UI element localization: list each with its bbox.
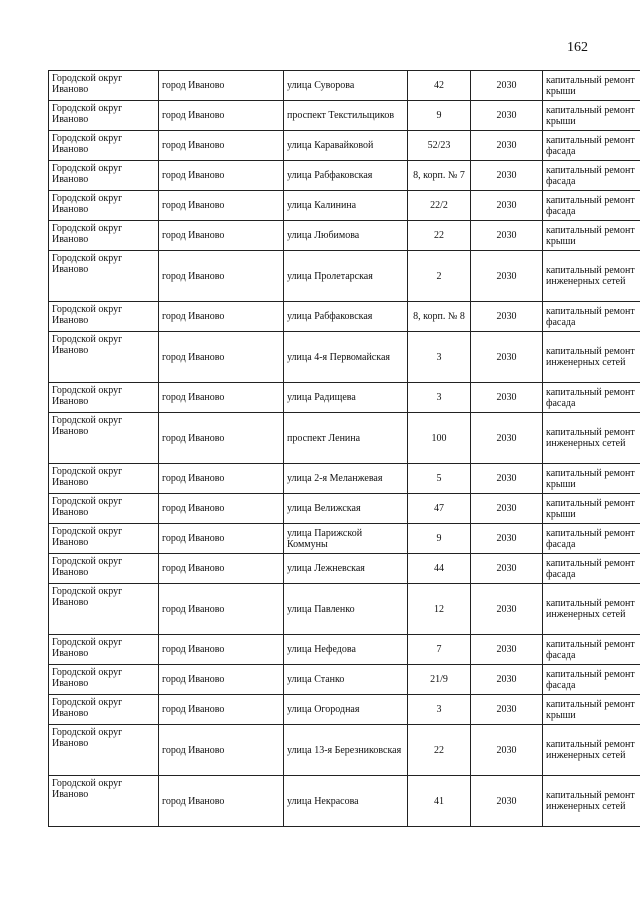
city-cell: город Иваново — [159, 221, 284, 251]
year-cell: 2030 — [471, 494, 543, 524]
year-cell: 2030 — [471, 464, 543, 494]
year-cell: 2030 — [471, 776, 543, 827]
work-type-cell: капитальный ремонт инженерных сетей — [543, 413, 640, 464]
year-cell: 2030 — [471, 191, 543, 221]
municipality-cell: Городской округ Иваново — [49, 101, 159, 131]
house-number-cell: 2 — [408, 251, 471, 302]
work-type-cell: капитальный ремонт фасада — [543, 383, 640, 413]
city-cell: город Иваново — [159, 776, 284, 827]
municipality-cell: Городской округ Иваново — [49, 221, 159, 251]
work-type-cell: капитальный ремонт инженерных сетей — [543, 776, 640, 827]
street-cell: улица Калинина — [284, 191, 408, 221]
work-type-cell: капитальный ремонт фасада — [543, 524, 640, 554]
city-cell: город Иваново — [159, 413, 284, 464]
street-cell: улица Павленко — [284, 584, 408, 635]
house-number-cell: 3 — [408, 332, 471, 383]
year-cell: 2030 — [471, 524, 543, 554]
table-row — [49, 221, 640, 251]
house-number-cell: 7 — [408, 635, 471, 665]
municipality-cell: Городской округ Иваново — [49, 464, 159, 494]
table-row — [49, 494, 640, 524]
table-row — [49, 101, 640, 131]
house-number-cell: 22/2 — [408, 191, 471, 221]
city-cell: город Иваново — [159, 635, 284, 665]
house-number-cell: 5 — [408, 464, 471, 494]
table-row — [49, 191, 640, 221]
city-cell: город Иваново — [159, 251, 284, 302]
table-row — [49, 695, 640, 725]
street-cell: улица Радищева — [284, 383, 408, 413]
city-cell: город Иваново — [159, 191, 284, 221]
house-number-cell: 8, корп. № 7 — [408, 161, 471, 191]
table-row — [49, 131, 640, 161]
municipality-cell: Городской округ Иваново — [49, 524, 159, 554]
work-type-cell: капитальный ремонт инженерных сетей — [543, 584, 640, 635]
house-number-cell: 9 — [408, 524, 471, 554]
city-cell: город Иваново — [159, 494, 284, 524]
municipality-cell: Городской округ Иваново — [49, 71, 159, 101]
street-cell: улица Суворова — [284, 71, 408, 101]
street-cell: улица Рабфаковская — [284, 161, 408, 191]
street-cell: улица Рабфаковская — [284, 302, 408, 332]
street-cell: улица 2-я Меланжевая — [284, 464, 408, 494]
street-cell: улица Парижской Коммуны — [284, 524, 408, 554]
year-cell: 2030 — [471, 665, 543, 695]
table-row — [49, 665, 640, 695]
work-type-cell: капитальный ремонт фасада — [543, 302, 640, 332]
street-cell: улица Огородная — [284, 695, 408, 725]
city-cell: город Иваново — [159, 332, 284, 383]
house-number-cell: 44 — [408, 554, 471, 584]
street-cell: улица 13-я Березниковская — [284, 725, 408, 776]
year-cell: 2030 — [471, 725, 543, 776]
house-number-cell: 47 — [408, 494, 471, 524]
house-number-cell: 3 — [408, 695, 471, 725]
year-cell: 2030 — [471, 131, 543, 161]
city-cell: город Иваново — [159, 302, 284, 332]
house-number-cell: 22 — [408, 221, 471, 251]
year-cell: 2030 — [471, 635, 543, 665]
street-cell: проспект Текстильщиков — [284, 101, 408, 131]
year-cell: 2030 — [471, 695, 543, 725]
year-cell: 2030 — [471, 251, 543, 302]
city-cell: город Иваново — [159, 725, 284, 776]
work-type-cell: капитальный ремонт фасада — [543, 131, 640, 161]
work-type-cell: капитальный ремонт крыши — [543, 71, 640, 101]
house-number-cell: 100 — [408, 413, 471, 464]
city-cell: город Иваново — [159, 554, 284, 584]
municipality-cell: Городской округ Иваново — [49, 665, 159, 695]
municipality-cell: Городской округ Иваново — [49, 332, 159, 383]
house-number-cell: 52/23 — [408, 131, 471, 161]
work-type-cell: капитальный ремонт фасада — [543, 554, 640, 584]
city-cell: город Иваново — [159, 161, 284, 191]
municipality-cell: Городской округ Иваново — [49, 131, 159, 161]
city-cell: город Иваново — [159, 584, 284, 635]
house-number-cell: 8, корп. № 8 — [408, 302, 471, 332]
house-number-cell: 41 — [408, 776, 471, 827]
house-number-cell: 3 — [408, 383, 471, 413]
house-number-cell: 21/9 — [408, 665, 471, 695]
street-cell: улица Станко — [284, 665, 408, 695]
city-cell: город Иваново — [159, 71, 284, 101]
year-cell: 2030 — [471, 554, 543, 584]
work-type-cell: капитальный ремонт инженерных сетей — [543, 725, 640, 776]
municipality-cell: Городской округ Иваново — [49, 494, 159, 524]
work-type-cell: капитальный ремонт фасада — [543, 635, 640, 665]
house-number-cell: 9 — [408, 101, 471, 131]
street-cell: улица Любимова — [284, 221, 408, 251]
table-row — [49, 302, 640, 332]
year-cell: 2030 — [471, 71, 543, 101]
municipality-cell: Городской округ Иваново — [49, 302, 159, 332]
municipality-cell: Городской округ Иваново — [49, 635, 159, 665]
year-cell: 2030 — [471, 584, 543, 635]
table-row — [49, 554, 640, 584]
work-type-cell: капитальный ремонт фасада — [543, 665, 640, 695]
work-type-cell: капитальный ремонт фасада — [543, 191, 640, 221]
year-cell: 2030 — [471, 332, 543, 383]
municipality-cell: Городской округ Иваново — [49, 383, 159, 413]
house-number-cell: 12 — [408, 584, 471, 635]
city-cell: город Иваново — [159, 695, 284, 725]
street-cell: улица Лежневская — [284, 554, 408, 584]
municipality-cell: Городской округ Иваново — [49, 584, 159, 635]
municipality-cell: Городской округ Иваново — [49, 725, 159, 776]
table-body — [49, 71, 640, 827]
work-type-cell: капитальный ремонт инженерных сетей — [543, 251, 640, 302]
work-type-cell: капитальный ремонт крыши — [543, 464, 640, 494]
city-cell: город Иваново — [159, 665, 284, 695]
work-type-cell: капитальный ремонт инженерных сетей — [543, 332, 640, 383]
municipality-cell: Городской округ Иваново — [49, 251, 159, 302]
page-number: 162 — [567, 40, 588, 55]
work-type-cell: капитальный ремонт крыши — [543, 221, 640, 251]
repair-plan-table — [48, 70, 640, 827]
house-number-cell: 42 — [408, 71, 471, 101]
street-cell: проспект Ленина — [284, 413, 408, 464]
house-number-cell: 22 — [408, 725, 471, 776]
table-row — [49, 383, 640, 413]
city-cell: город Иваново — [159, 524, 284, 554]
year-cell: 2030 — [471, 383, 543, 413]
table-row — [49, 332, 640, 383]
work-type-cell: капитальный ремонт фасада — [543, 161, 640, 191]
table-row — [49, 161, 640, 191]
city-cell: город Иваново — [159, 101, 284, 131]
year-cell: 2030 — [471, 101, 543, 131]
municipality-cell: Городской округ Иваново — [49, 413, 159, 464]
municipality-cell: Городской округ Иваново — [49, 191, 159, 221]
city-cell: город Иваново — [159, 464, 284, 494]
city-cell: город Иваново — [159, 383, 284, 413]
year-cell: 2030 — [471, 302, 543, 332]
year-cell: 2030 — [471, 161, 543, 191]
table-row — [49, 413, 640, 464]
table-row — [49, 635, 640, 665]
municipality-cell: Городской округ Иваново — [49, 554, 159, 584]
year-cell: 2030 — [471, 221, 543, 251]
street-cell: улица Некрасова — [284, 776, 408, 827]
street-cell: улица Каравайковой — [284, 131, 408, 161]
table-row — [49, 776, 640, 827]
street-cell: улица Велижская — [284, 494, 408, 524]
municipality-cell: Городской округ Иваново — [49, 776, 159, 827]
municipality-cell: Городской округ Иваново — [49, 161, 159, 191]
work-type-cell: капитальный ремонт крыши — [543, 695, 640, 725]
table-row — [49, 464, 640, 494]
table-row — [49, 251, 640, 302]
street-cell: улица Нефедова — [284, 635, 408, 665]
table-row — [49, 584, 640, 635]
year-cell: 2030 — [471, 413, 543, 464]
table-row — [49, 524, 640, 554]
street-cell: улица 4-я Первомайская — [284, 332, 408, 383]
work-type-cell: капитальный ремонт крыши — [543, 494, 640, 524]
work-type-cell: капитальный ремонт крыши — [543, 101, 640, 131]
street-cell: улица Пролетарская — [284, 251, 408, 302]
municipality-cell: Городской округ Иваново — [49, 695, 159, 725]
table-row — [49, 71, 640, 101]
table-row — [49, 725, 640, 776]
city-cell: город Иваново — [159, 131, 284, 161]
